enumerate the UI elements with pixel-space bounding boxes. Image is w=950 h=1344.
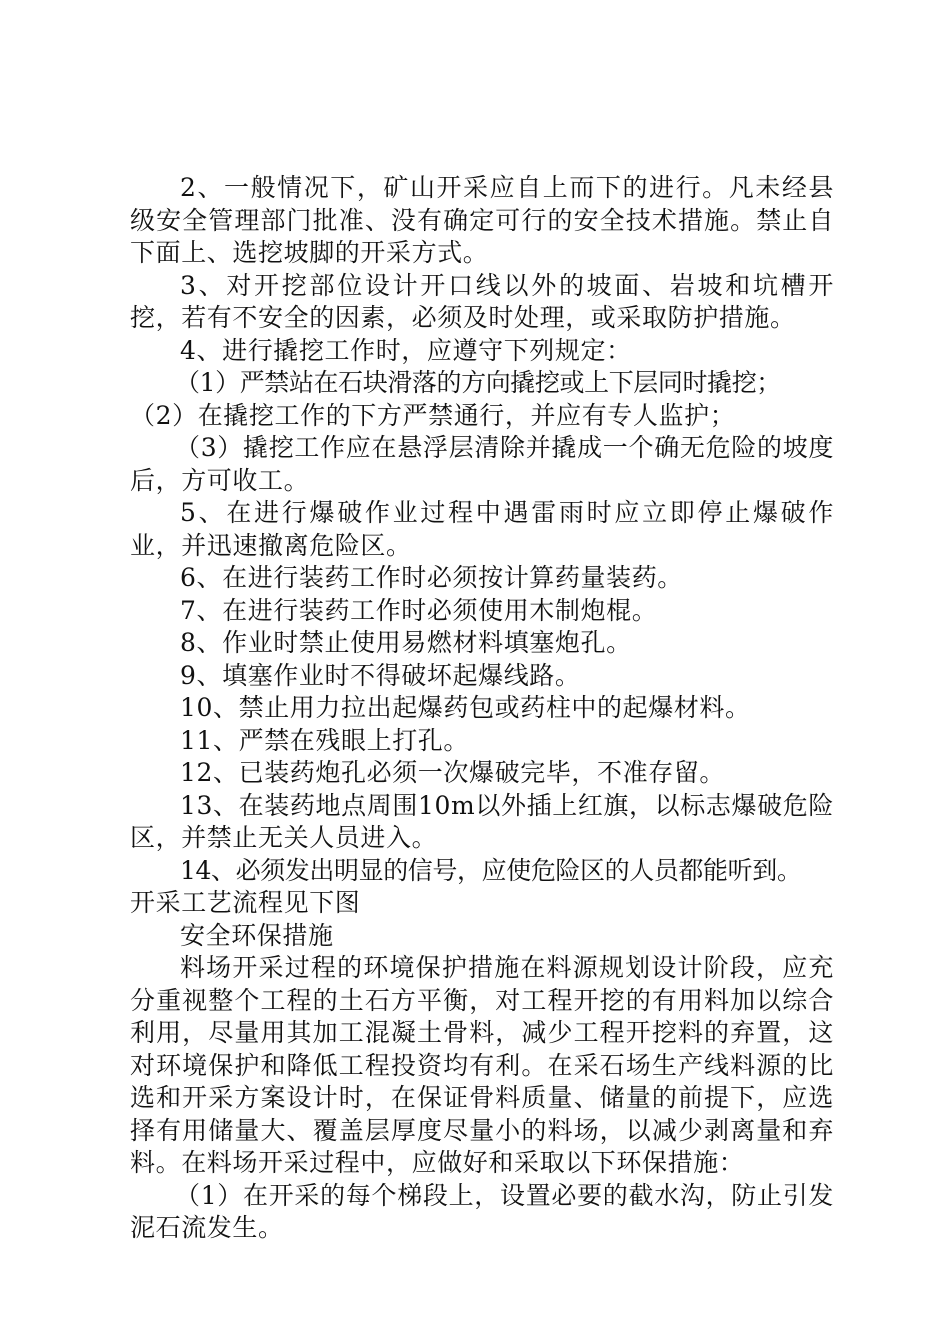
paragraph-environment-item-1: （1）在开采的每个梯段上，设置必要的截水沟，防止引发泥石流发生。 bbox=[130, 1180, 834, 1242]
paragraph-item-6: 6、在进行装药工作时必须按计算药量装药。 bbox=[180, 563, 683, 592]
document-body bbox=[130, 172, 834, 1245]
paragraph-item-12: 12、已装药炮孔必须一次爆破完毕，不准存留。 bbox=[180, 758, 726, 787]
paragraph-item-11: 11、严禁在残眼上打孔。 bbox=[180, 725, 470, 755]
paragraph-item-9: 9、填塞作业时不得破坏起爆线路。 bbox=[180, 660, 581, 690]
paragraph-item-5: 5、在进行爆破作业过程中遇雷雨时应立即停止爆破作业，并迅速撤离危险区。 bbox=[130, 498, 834, 560]
paragraph-environment-measures: 料场开采过程的环境保护措施在料源规划设计阶段，应充分重视整个工程的土石方平衡，对工程开挖的有用料加以综合利用，尽量用其加工混凝土骨料，减少工程开挖料的弃置，这对环境保护和降低工程投资均有利。在采石场生产线料源的比选和开采方案设计时，在保证骨料质量、储量的前提下，应选择有用储量大、覆盖层厚度尽量小的料场，以减少剥离量和弃料。在料场开采过程中，应做好和采取以下环保措施： bbox=[130, 953, 834, 1177]
paragraph-subitem-3: （3）撬挖工作应在悬浮层清除并撬成一个确无危险的坡度后，方可收工。 bbox=[130, 433, 834, 495]
paragraph-item-8: 8、作业时禁止使用易燃材料填塞炮孔。 bbox=[180, 628, 632, 657]
paragraph-subitem-1: （1）严禁站在石块滑落的方向撬挖或上下层同时撬挖； bbox=[175, 368, 781, 397]
process-flow-caption: 开采工艺流程见下图 bbox=[130, 888, 361, 917]
paragraph-item-2: 2、一般情况下，矿山开采应自上而下的进行。凡未经县级安全管理部门批准、没有确定可行的安全技术措施。禁止自下面上、选挖坡脚的开采方式。 bbox=[130, 173, 834, 267]
paragraph-item-4: 4、进行撬挖工作时，应遵守下列规定： bbox=[180, 335, 632, 365]
section-heading-safety-environment: 安全环保措施 bbox=[180, 920, 334, 950]
paragraph-item-13: 13、在装药地点周围10m以外插上红旗，以标志爆破危险区，并禁止无关人员进入。 bbox=[130, 790, 834, 852]
paragraph-item-3: 3、对开挖部位设计开口线以外的坡面、岩坡和坑槽开挖，若有不安全的因素，必须及时处理，或采取防护措施。 bbox=[130, 270, 834, 332]
paragraph-item-10: 10、禁止用力拉出起爆药包或药柱中的起爆材料。 bbox=[180, 693, 751, 722]
paragraph-item-14: 14、必须发出明显的信号，应使危险区的人员都能听到。 bbox=[180, 855, 802, 885]
paragraph-item-7: 7、在进行装药工作时必须使用木制炮棍。 bbox=[180, 595, 658, 625]
paragraph-subitem-2: （2）在撬挖工作的下方严禁通行，并应有专人监护； bbox=[130, 400, 736, 430]
